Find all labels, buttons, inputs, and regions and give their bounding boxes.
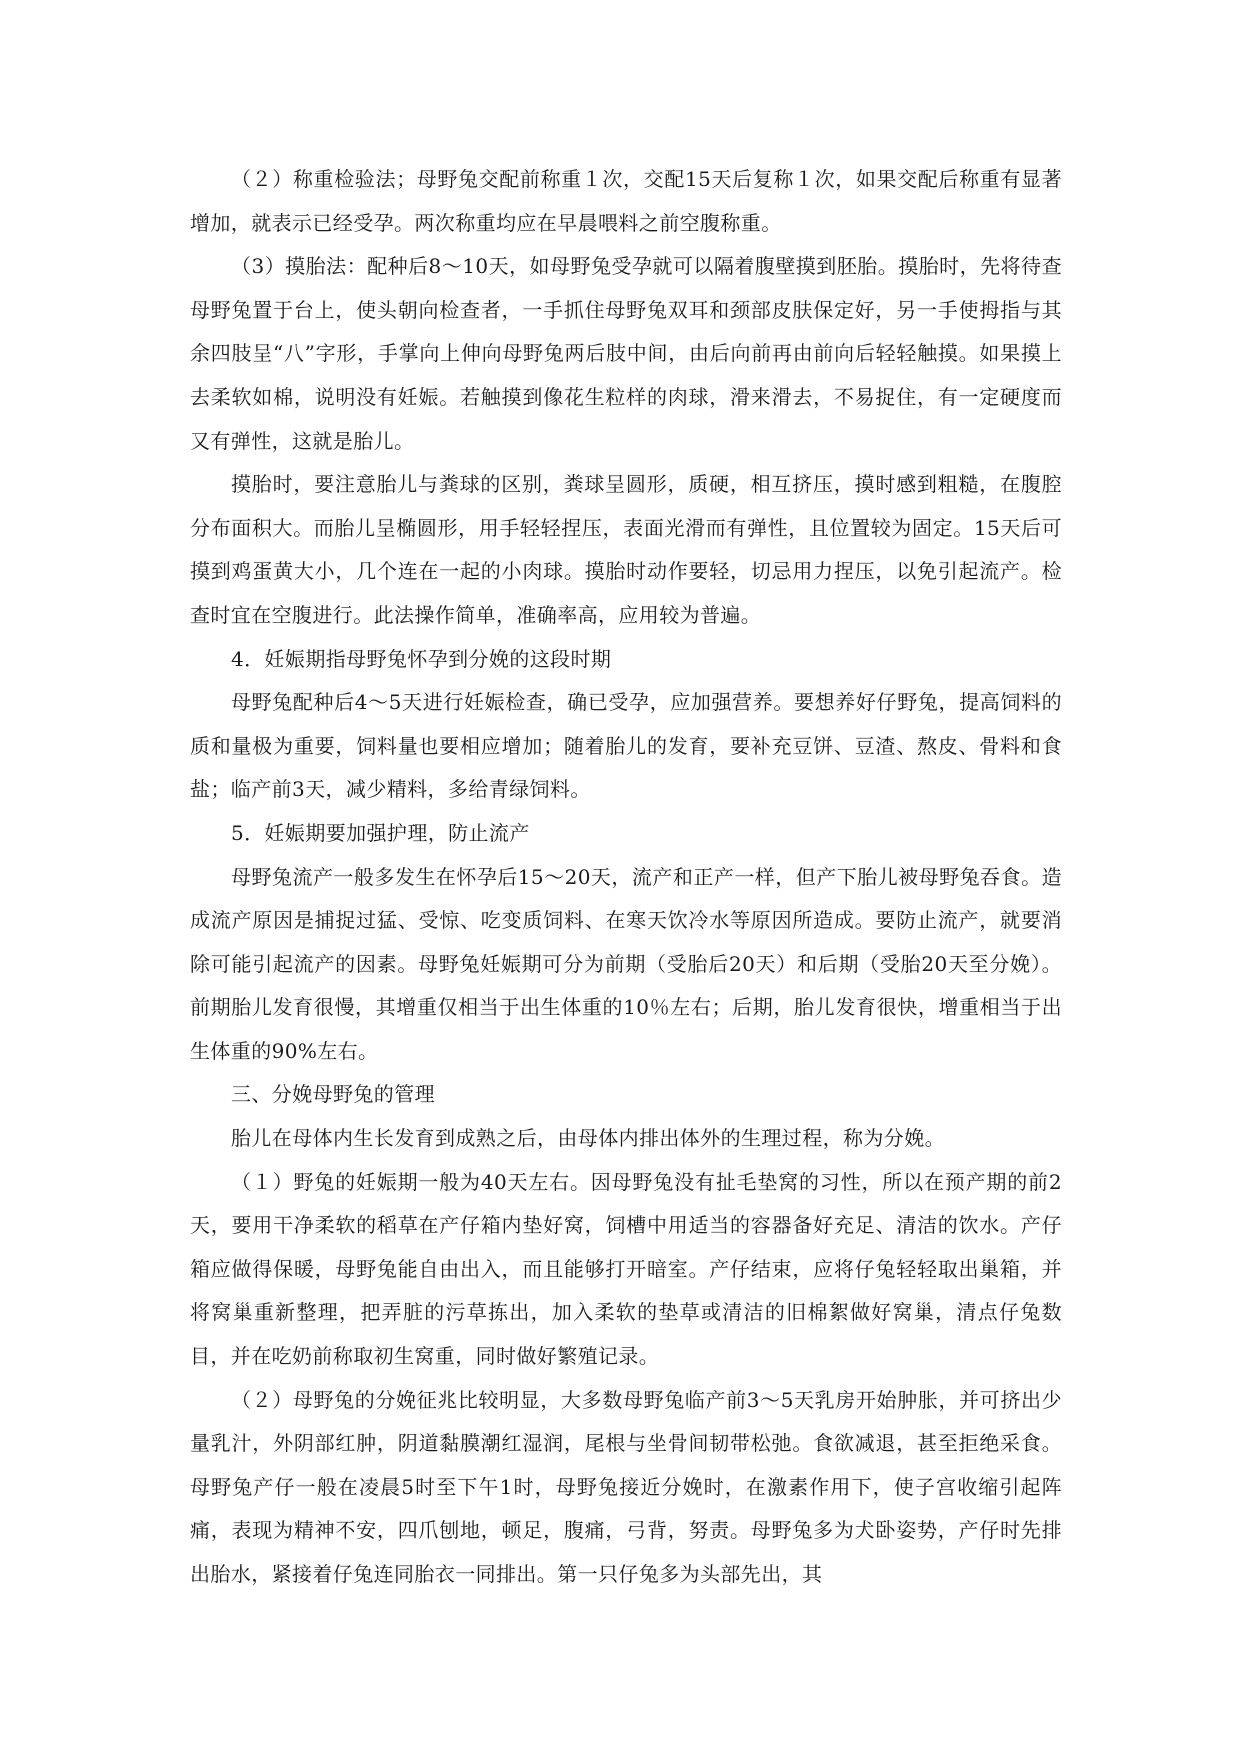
paragraph-parturition-definition: 胎儿在母体内生长发育到成熟之后，由母体内排出体外的生理过程，称为分娩。 bbox=[231, 1126, 945, 1151]
paragraph-abortion-causes: 母野兔流产一般多发生在怀孕后15～20天，流产和正产一样，但产下胎儿被母野兔吞食。造成流产原因是捕捉过猛、受惊、吃变质饲料、在寒天饮冷水等原因所造成。要防止流产，就要消除可能引起流产的因素。母野兔妊娠期可分为前期（受胎后20天）和后期（受胎20天至分娩）。前期胎儿发育很慢，其增重仅相当于出生体重的10％左右；后期，胎儿发育很快，增重相当于出生体重的90%左右。 bbox=[190, 864, 1062, 1063]
section-heading-prevent-abortion: 5．妊娠期要加强护理，防止流产 bbox=[231, 820, 530, 845]
paragraph-gestation-nutrition: 母野兔配种后4～5天进行妊娠检查，确已受孕，应加强营养。要想养好仔野兔，提高饲料的质和量极为重要，饲料量也要相应增加；随着胎儿的发育，要补充豆饼、豆渣、熬皮、骨料和食盐；临产前3天，减少精料，多给青绿饲料。 bbox=[190, 690, 1062, 802]
document-body bbox=[190, 158, 1062, 1597]
paragraph-parturition-signs: （２）母野兔的分娩征兆比较明显，大多数母野兔临产前3～5天乳房开始肿胀，并可挤出少量乳汁，外阴部红肿，阴道黏膜潮红湿润，尾根与坐骨间韧带松弛。食欲减退，甚至拒绝采食。母野兔产仔一般在凌晨5时至下午1时，母野兔接近分娩时，在激素作用下，使子宫收缩引起阵痛，表现为精神不安，四爪刨地，顿足，腹痛，弓背，努责。母野兔多为犬卧姿势，产仔时先排出胎水，紧接着仔兔连同胎衣一同排出。第一只仔兔多为头部先出，其 bbox=[190, 1387, 1062, 1586]
section-heading-parturition-management: 三、分娩母野兔的管理 bbox=[231, 1082, 435, 1107]
paragraph-weighing-method: （２）称重检验法；母野兔交配前称重１次，交配15天后复称１次，如果交配后称重有显著增加，就表示已经受孕。两次称重均应在早晨喂料之前空腹称重。 bbox=[190, 167, 1062, 235]
section-heading-gestation-period: 4．妊娠期指母野兔怀孕到分娩的这段时期 bbox=[231, 646, 612, 671]
paragraph-palpation-method: （3）摸胎法：配种后8～10天，如母野兔受孕就可以隔着腹壁摸到胚胎。摸胎时，先将待查母野兔置于台上，使头朝向检查者，一手抓住母野兔双耳和颈部皮肤保定好，另一手使拇指与其余四肢呈“八”字形，手掌向上伸向母野兔两后肢中间，由后向前再由前向后轻轻触摸。如果摸上去柔软如棉，说明没有妊娠。若触摸到像花生粒样的肉球，滑来滑去，不易捉住，有一定硬度而又有弹性，这就是胎儿。 bbox=[190, 254, 1062, 453]
paragraph-palpation-notes: 摸胎时，要注意胎儿与粪球的区别，粪球呈圆形，质硬，相互挤压，摸时感到粗糙，在腹腔分布面积大。而胎儿呈椭圆形，用手轻轻捏压，表面光滑而有弹性，且位置较为固定。15天后可摸到鸡蛋黄大小，几个连在一起的小肉球。摸胎时动作要轻，切忌用力捏压，以免引起流产。检查时宜在空腹进行。此法操作简单，准确率高，应用较为普遍。 bbox=[190, 472, 1062, 627]
paragraph-gestation-length: （１）野兔的妊娠期一般为40天左右。因母野兔没有扯毛垫窝的习性，所以在预产期的前2天，要用干净柔软的稻草在产仔箱内垫好窝，饲槽中用适当的容器备好充足、清洁的饮水。产仔箱应做得保暖，母野兔能自由出入，而且能够打开暗室。产仔结束，应将仔兔轻轻取出巢箱，并将窝巢重新整理，把弄脏的污草拣出，加入柔软的垫草或清洁的旧棉絮做好窝巢，清点仔兔数目，并在吃奶前称取初生窝重，同时做好繁殖记录。 bbox=[190, 1169, 1062, 1369]
